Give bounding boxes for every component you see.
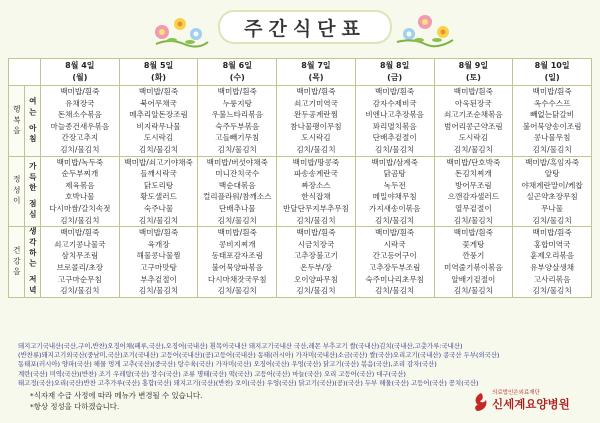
origin-legend — [18, 342, 588, 388]
menu-item: 참나물팽이무침 — [290, 121, 342, 131]
menu-item: 단배추겉절이 — [372, 133, 417, 143]
menu-item: 호박나물 — [65, 192, 95, 202]
menu-item: 열무겉절이 — [455, 203, 492, 213]
meal-category-label: 생각하는 저녁 — [25, 227, 41, 298]
day-header: 8월 6일 (수) — [198, 59, 277, 86]
menu-item: 김치/물김치 — [375, 215, 415, 225]
day-header: 8월 7일 (목) — [277, 59, 356, 86]
menu-item: 육개장 — [147, 239, 170, 249]
menu-item: 으깬감자샐러드 — [447, 192, 500, 202]
meal-row — [9, 156, 592, 227]
hospital-logo — [470, 388, 590, 416]
menu-item: 김치/물김치 — [296, 286, 336, 296]
menu-item: 백미밥/흰죽 — [532, 87, 572, 96]
menu-item: 김치/물김치 — [532, 144, 572, 154]
menu-item: 백미밥/흰죽 — [453, 228, 493, 238]
menu-item: 미역줄기볶이볶음 — [444, 262, 503, 272]
menu-item: 제육볶음 — [65, 180, 95, 190]
menu-item: 쇠고기조순채볶음 — [444, 110, 503, 120]
menu-item: 훈제오리볶음 — [530, 251, 575, 261]
day-header: 8월 4일 (월) — [41, 59, 120, 86]
menu-item: 유부양살생채 — [530, 262, 575, 272]
flower-decoration-left — [150, 10, 210, 48]
menu-cell — [434, 227, 513, 298]
menu-cell — [355, 86, 434, 157]
logo-name: 신세계요양병원 — [492, 397, 570, 411]
menu-item: 비엔나고추장볶음 — [365, 110, 424, 120]
day-header: 8월 10일 (일) — [513, 59, 592, 86]
menu-cell — [41, 156, 120, 227]
menu-item: 오이양파무침 — [293, 274, 338, 284]
menu-item: 백미밥/흰죽 — [296, 87, 336, 96]
origin-line: 계란(국산) 미역(국산)(반찬) 조기 우레탕(국산) 장수(국산) 조류 명태(국산) 떡(국산) 고등어(국산) 마늘(국산) 오리 고등어(국산) 대구(국산) — [18, 369, 406, 378]
menu-item: 간고등어구이 — [372, 251, 417, 261]
menu-item: 단배추나물 — [218, 203, 256, 213]
menu-item: 한식잡채 — [301, 192, 331, 202]
menu-item: 도시락김 — [301, 133, 331, 143]
menu-item: 숙주미나리초무침 — [365, 274, 424, 284]
note-line: *항상 정성을 다하겠습니다. — [30, 402, 120, 411]
menu-item: 파송송계란국 — [293, 169, 338, 179]
logo-subtitle: 의료법인은외료재단 — [492, 390, 540, 396]
meal-row — [9, 227, 592, 298]
origin-line: 돼지고기국내산(국산,구이,반찬)오징어채(페루,국산),오징어(국내산) 흰목이국내산 돼지고기국내산 국산,레몬 부추고기 쌀(국내산)김치(국내산,고춧가루:국내산) — [18, 342, 463, 350]
menu-cell — [198, 227, 277, 298]
menu-cell — [41, 86, 120, 157]
menu-item: 김치/물김치 — [138, 144, 179, 154]
menu-item: 백미밥/흰죽 — [375, 228, 415, 238]
menu-item: 삼치무조림 — [61, 251, 99, 261]
menu-item: 백미밥/쇠고기야채죽 — [124, 157, 193, 167]
menu-item: 김치/물김치 — [138, 215, 179, 225]
menu-item: 꽃게탕 — [462, 239, 485, 249]
day-header: 8월 8일 (금) — [355, 59, 434, 86]
menu-item: 숙주두부볶음 — [215, 121, 260, 131]
menu-item: 온두부/장 — [300, 262, 332, 272]
menu-cell — [277, 86, 356, 157]
menu-cell — [277, 227, 356, 298]
menu-item: 김치/물김치 — [60, 286, 100, 296]
menu-item: 김치/물김치 — [217, 144, 257, 154]
menu-item: 메밀야채무침 — [372, 192, 417, 202]
menu-item: 우불느타리볶음 — [211, 110, 263, 120]
menu-cell — [119, 156, 198, 227]
menu-item: 백미밥/흰죽 — [60, 228, 100, 238]
menu-item: 미니잔치국수 — [215, 169, 260, 179]
menu-item: 메추리알돈장조림 — [129, 110, 188, 120]
menu-item: 김치/물김치 — [296, 215, 336, 225]
menu-item: 다시마채잣국무침 — [207, 274, 267, 284]
hospital-logo-icon — [472, 392, 490, 412]
title-area — [0, 0, 600, 56]
menu-item: 백미밥/삼계죽 — [371, 157, 418, 167]
menu-cell — [198, 156, 277, 227]
menu-item: 백미밥/흰죽 — [453, 87, 493, 96]
menu-item: 돈채소수볶음 — [57, 110, 102, 120]
meal-side-label: 건강을 — [9, 227, 25, 298]
menu-item: 백미밥/흰죽 — [138, 87, 179, 96]
menu-item: 녹두전 — [383, 180, 406, 190]
menu-item: 숙주나물 — [143, 203, 174, 213]
menu-item: 실곤약초장무침 — [526, 192, 578, 202]
menu-item: 옥수수스프 — [533, 98, 571, 108]
menu-item: 알배기겉절이 — [451, 274, 496, 284]
menu-item: 쇠고기미역국 — [293, 98, 338, 108]
menu-item: 홍합미역국 — [533, 239, 571, 249]
meal-side-label: 행복을 — [9, 86, 25, 157]
menu-item: 간장고추지 — [61, 133, 99, 143]
menu-item: 동태포감자조림 — [211, 251, 263, 261]
menu-item: 누룽지탕 — [222, 98, 252, 108]
origin-line: 태고정(국산)오리(국산)반찬 고추가루(국산) 홍합(국산) 돼지고기(국산)(반찬) 오이(국산) 우엉(국산) 닭고기(국산)(공)(국산) 두부 해물(국산) 고등어(국산) 꽁치(국산) — [18, 378, 479, 387]
menu-item: 김치/물김치 — [453, 286, 493, 296]
menu-item: 반달단무지부추무침 — [282, 203, 349, 213]
menu-cell — [513, 156, 592, 227]
menu-item: 콩비지찌개 — [218, 239, 256, 249]
menu-item: 알탕 — [544, 169, 560, 179]
menu-item: 도시락김 — [458, 133, 489, 143]
menu-item: 백미밥/흰죽 — [296, 228, 336, 238]
menu-item: 김치/물김치 — [532, 286, 572, 296]
menu-item: 다시마쌈/갈치속젓 — [49, 203, 111, 213]
menu-item: 김치/물김치 — [60, 215, 100, 225]
menu-item: 콩나물무침 — [533, 133, 571, 143]
menu-item: 쇠고기콩나물국 — [54, 239, 106, 249]
menu-item: 마늘종건새우볶음 — [50, 121, 110, 131]
menu-item: 감자수제비국 — [372, 98, 417, 108]
menu-item: 비지락무나물 — [136, 121, 181, 131]
menu-item: 범어리콩근약조림 — [444, 121, 503, 131]
menu-item: 해물콩나물찜 — [136, 251, 181, 261]
menu-item: 고사리볶음 — [533, 274, 571, 284]
menu-item: 백미밥/흰죽 — [60, 87, 100, 96]
menu-item: 가지새송이볶음 — [368, 203, 421, 213]
menu-cell — [434, 156, 513, 227]
menu-item: 닭곰탕 — [383, 169, 406, 179]
menu-cell — [277, 156, 356, 227]
menu-item: 백미밥/단호박죽 — [446, 157, 501, 167]
meal-category-label: 가득한 점심 — [25, 156, 41, 227]
menu-cell — [513, 86, 592, 157]
menu-item: 김치/물김치 — [453, 215, 493, 225]
menu-cell — [434, 86, 513, 157]
menu-item: 불어묵양파볶음 — [211, 262, 263, 272]
menu-item: 방어무조림 — [455, 180, 492, 190]
notes — [30, 390, 202, 412]
menu-item: 백미밥/흑임자죽 — [525, 157, 580, 167]
menu-item: 짜장소스 — [301, 180, 331, 190]
note-line: *식자재 수급 사정에 따라 메뉴가 변경될 수 있습니다. — [30, 391, 203, 400]
menu-cell — [41, 227, 120, 298]
menu-item: 백미밥/흰죽 — [532, 228, 572, 238]
menu-item: 고추장불고기 — [293, 251, 338, 261]
menu-cell — [119, 227, 198, 298]
menu-item: 브로콜리/초장 — [56, 262, 104, 272]
menu-item: 무나물 — [541, 203, 564, 213]
menu-item: 백미밥/녹두죽 — [56, 157, 104, 167]
menu-item: 김치/물김치 — [453, 144, 493, 154]
menu-item: 김치/물김치 — [217, 215, 257, 225]
menu-item: 완두공계란찜 — [293, 110, 338, 120]
origin-line: (반찬류)돼지고기외국산(중남미,국산)조기(국내산) 고등어(국내산)(공)고등어(국내산) 동태(러시아) 가자미(국내산)소금(국산) 쌀(국산)오리고기(국내산) 콩국산 두부(외국산) — [18, 351, 500, 360]
menu-item: 백미밥/땅콩죽 — [292, 157, 340, 167]
weekly-menu-table — [8, 58, 592, 298]
day-header: 8월 5일 (화) — [119, 59, 198, 86]
menu-item: 유채장국 — [65, 98, 95, 108]
menu-item: 백미밥/버섯야채죽 — [206, 157, 268, 167]
menu-item: 야채계란말이/케찹 — [521, 180, 583, 190]
menu-item: 들깨시락국 — [140, 169, 177, 179]
menu-item: 고구마순무침 — [57, 274, 102, 284]
menu-item: 고추장두부조림 — [368, 262, 421, 272]
meal-category-label: 여는 아침 — [25, 86, 41, 157]
menu-cell — [355, 227, 434, 298]
menu-item: 고들빼기무침 — [215, 133, 260, 143]
menu-item: 고구마맛탕 — [140, 262, 177, 272]
menu-item: 돈김치찌개 — [455, 169, 492, 179]
menu-item: 북어무채국 — [140, 98, 177, 108]
menu-item: 백미밥/흰죽 — [217, 87, 257, 96]
menu-item: 김치/물김치 — [138, 286, 179, 296]
menu-item: 닭도리탕 — [143, 180, 174, 190]
meal-row — [9, 86, 592, 157]
day-header: 8월 9일 (토) — [434, 59, 513, 86]
menu-item: 김치/물김치 — [375, 144, 415, 154]
menu-item: 김치/물김치 — [532, 215, 572, 225]
menu-cell — [513, 227, 592, 298]
menu-item: 백미밥/흰죽 — [375, 87, 415, 96]
meal-side-label: 정성이 — [9, 156, 25, 227]
menu-item: 김치/물김치 — [375, 286, 415, 296]
menu-item: 시락국 — [383, 239, 406, 249]
menu-cell — [355, 156, 434, 227]
origin-line: 동태포(러시아) 양파(국산) 해물 멍게 고추(국산)(중국산) 탕수육(국산) 가자미(국산) 오징어(국산) 우엉(국산) 닭고기(국산) 볶음(국산),조리 감자(국산) — [18, 360, 437, 369]
menu-cell — [119, 86, 198, 157]
menu-item: 깐풍기 — [462, 251, 485, 261]
menu-item: 김치/물김치 — [217, 286, 257, 296]
page-title: 주간식단표 — [220, 12, 390, 42]
date-header-row — [9, 59, 592, 86]
menu-item: 김치/물김치 — [60, 144, 100, 154]
menu-item: 백미밥/흰죽 — [217, 228, 257, 238]
menu-item: 도시락김 — [143, 133, 174, 143]
menu-item: 김치/물김치 — [296, 144, 336, 154]
menu-item: 컬리플라워/참깨소스 — [202, 192, 272, 202]
flower-decoration-right — [395, 10, 455, 48]
menu-item: 백순대볶음 — [218, 180, 256, 190]
corner-cell — [9, 59, 41, 86]
menu-item: 황도샐러드 — [140, 192, 177, 202]
menu-item: 불어묵양송이조림 — [522, 121, 582, 131]
menu-item: 아욱된장국 — [455, 98, 492, 108]
menu-item: 순두부찌개 — [61, 169, 99, 179]
menu-item: 백미밥/흰죽 — [138, 228, 179, 238]
menu-item: 꽈리멸치볶음 — [372, 121, 417, 131]
menu-item: 빼없는닭갈비 — [530, 110, 575, 120]
menu-item: 시금치장국 — [297, 239, 335, 249]
menu-item: 부추겉절이 — [140, 274, 177, 284]
menu-cell — [198, 86, 277, 157]
